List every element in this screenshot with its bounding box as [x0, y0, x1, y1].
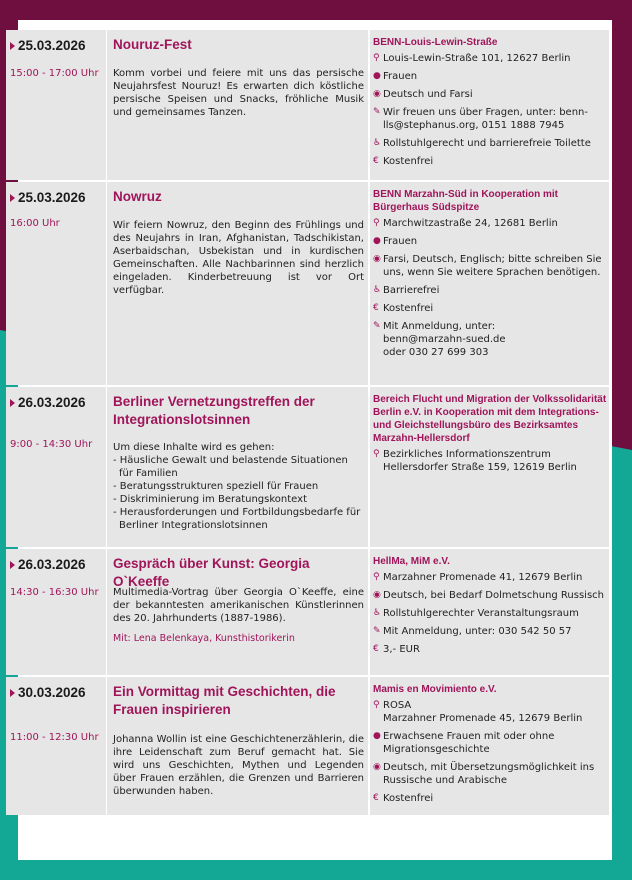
event-registration: Wir freuen uns über Fragen, unter: benn-lls@stephanus.org, 0151 1888 7945 — [383, 107, 588, 131]
event-row — [6, 182, 609, 385]
event-cost: Kostenfrei — [383, 303, 434, 314]
event-time: 16:00 Uhr — [10, 218, 60, 229]
triangle-bullet-icon — [10, 689, 15, 697]
event-description: Komm vorbei und feiere mit uns das persische Neujahrsfest Nouruz! Es erwarten dich köstliche persische Speisen und Snacks, fröhliche Musik und gemeinsames Tanzen. — [113, 68, 364, 118]
event-time: 11:00 - 12:30 Uhr — [10, 732, 99, 743]
event-title: Ein Vormittag mit Geschichten, die Frauen inspirieren — [113, 684, 336, 717]
triangle-bullet-icon — [10, 42, 15, 50]
event-intro: Um diese Inhalte wird es gehen: — [113, 442, 275, 453]
event-registration: Mit Anmeldung, unter: benn@marzahn-sued.de oder 030 27 699 303 — [383, 321, 506, 358]
topic-item: - Herausforderungen und Fortbildungsbedarfe für Berliner Integrationslotsinnen — [113, 507, 361, 531]
person-icon: ● — [373, 236, 381, 246]
event-title: Gespräch über Kunst: Georgia O`Keeffe — [113, 556, 310, 589]
event-organizer: BENN Marzahn-Süd in Kooperation mit Bürgerhaus Südspitze — [373, 189, 558, 213]
triangle-bullet-icon — [10, 399, 15, 407]
location-pin-icon: ⚲ — [373, 449, 380, 459]
event-accessibility: Rollstuhlgerecht und barrierefreie Toilette — [383, 138, 591, 149]
event-address: Marchwitzastraße 24, 12681 Berlin — [383, 218, 558, 229]
event-address: Marzahner Promenade 41, 12679 Berlin — [383, 572, 583, 583]
speech-bubble-icon: ◉ — [373, 762, 381, 772]
topic-item: - Häusliche Gewalt und belastende Situationen für Familien — [113, 455, 348, 479]
pencil-icon: ✎ — [373, 107, 381, 117]
event-description: Multimedia-Vortrag über Georgia O`Keeffe, eine der bekanntesten amerikanischen Künstlerinnen des 20. Jahrhunderts (1887-1986). — [113, 587, 364, 624]
event-date: 25.03.2026 — [10, 38, 106, 53]
event-title: Nowruz — [113, 189, 162, 204]
event-date: 26.03.2026 — [10, 557, 106, 572]
speech-bubble-icon: ◉ — [373, 89, 381, 99]
event-languages: Deutsch und Farsi — [383, 89, 473, 100]
euro-icon: € — [373, 644, 379, 654]
triangle-bullet-icon — [10, 561, 15, 569]
location-pin-icon: ⚲ — [373, 700, 380, 710]
event-time: 9:00 - 14:30 Uhr — [10, 439, 93, 450]
event-accessibility: Barrierefrei — [383, 285, 440, 296]
event-organizer: HellMa, MiM e.V. — [373, 556, 450, 567]
event-date: 25.03.2026 — [10, 190, 106, 205]
person-icon: ● — [373, 71, 381, 81]
event-cost: Kostenfrei — [383, 793, 434, 804]
event-title: Berliner Vernetzungstreffen der Integrationslotsinnen — [113, 394, 315, 427]
event-row — [6, 549, 609, 675]
event-speaker: Mit: Lena Belenkaya, Kunsthistorikerin — [113, 633, 295, 644]
event-description-block — [113, 586, 364, 645]
euro-icon: € — [373, 303, 379, 313]
event-languages: Deutsch, mit Übersetzungsmöglichkeit ins Russische und Arabische — [383, 762, 595, 786]
event-organizer: BENN-Louis-Lewin-Straße — [373, 37, 498, 48]
event-accessibility: Rollstuhlgerechter Veranstaltungsraum — [383, 608, 579, 619]
event-address: ROSA Marzahner Promenade 45, 12679 Berlin — [383, 700, 583, 724]
event-registration: Mit Anmeldung, unter: 030 542 50 57 — [383, 626, 572, 637]
event-audience: Erwachsene Frauen mit oder ohne Migrationsgeschichte — [383, 731, 555, 755]
event-date: 26.03.2026 — [10, 395, 106, 410]
wheelchair-icon: ♿ — [373, 608, 382, 618]
event-organizer: Bereich Flucht und Migration der Volkssolidarität Berlin e.V. in Kooperation mit dem Integrations- und Gleichstellungsbüro des Bezirksamtes Marzahn-Hellersdorf — [373, 394, 607, 444]
event-organizer: Mamis en Movimiento e.V. — [373, 684, 497, 695]
topic-item: - Beratungsstrukturen speziell für Frauen — [113, 481, 319, 492]
event-row — [6, 677, 609, 815]
triangle-bullet-icon — [10, 194, 15, 202]
wheelchair-icon: ♿ — [373, 138, 382, 148]
event-languages: Farsi, Deutsch, Englisch; bitte schreiben Sie uns, wenn Sie weitere Sprachen benötigen. — [383, 254, 602, 278]
event-row — [6, 30, 609, 180]
event-time: 15:00 - 17:00 Uhr — [10, 68, 99, 79]
pencil-icon: ✎ — [373, 321, 381, 331]
event-description: Wir feiern Nowruz, den Beginn des Frühlings und des Neujahrs in Iran, Afghanistan, Tadschikistan, Aserbaidschan, Usbekistan und in kurdischen Gemeinschaften. Alle Nachbarinnen sind herzlich eingeladen. Kinderbetreuung ist vor Ort verfügbar. — [113, 220, 364, 296]
euro-icon: € — [373, 156, 379, 166]
speech-bubble-icon: ◉ — [373, 254, 381, 264]
event-row — [6, 387, 609, 547]
event-topics — [113, 441, 364, 532]
event-audience: Frauen — [383, 236, 418, 247]
event-time: 14:30 - 16:30 Uhr — [10, 587, 99, 598]
topic-item: - Diskriminierung im Beratungskontext — [113, 494, 307, 505]
location-pin-icon: ⚲ — [373, 53, 380, 63]
euro-icon: € — [373, 793, 379, 803]
speech-bubble-icon: ◉ — [373, 590, 381, 600]
event-cost: 3,- EUR — [383, 644, 420, 655]
event-audience: Frauen — [383, 71, 418, 82]
event-date: 30.03.2026 — [10, 685, 106, 700]
event-description: Johanna Wollin ist eine Geschichtenerzählerin, die ihre Leidenschaft zum Beruf gemacht hat. Sie wird uns Geschichten, Mythen und Legenden über Frauen erzählen, die Grenzen und Barrieren überwunden haben. — [113, 734, 364, 797]
event-title: Nouruz-Fest — [113, 37, 192, 52]
person-icon: ● — [373, 731, 381, 741]
location-pin-icon: ⚲ — [373, 218, 380, 228]
wheelchair-icon: ♿ — [373, 285, 382, 295]
event-address: Bezirkliches Informationszentrum Hellersdorfer Straße 159, 12619 Berlin — [383, 449, 577, 473]
location-pin-icon: ⚲ — [373, 572, 380, 582]
pencil-icon: ✎ — [373, 626, 381, 636]
event-cost: Kostenfrei — [383, 156, 434, 167]
event-languages: Deutsch, bei Bedarf Dolmetschung Russisch — [383, 590, 605, 601]
event-address: Louis-Lewin-Straße 101, 12627 Berlin — [383, 53, 571, 64]
